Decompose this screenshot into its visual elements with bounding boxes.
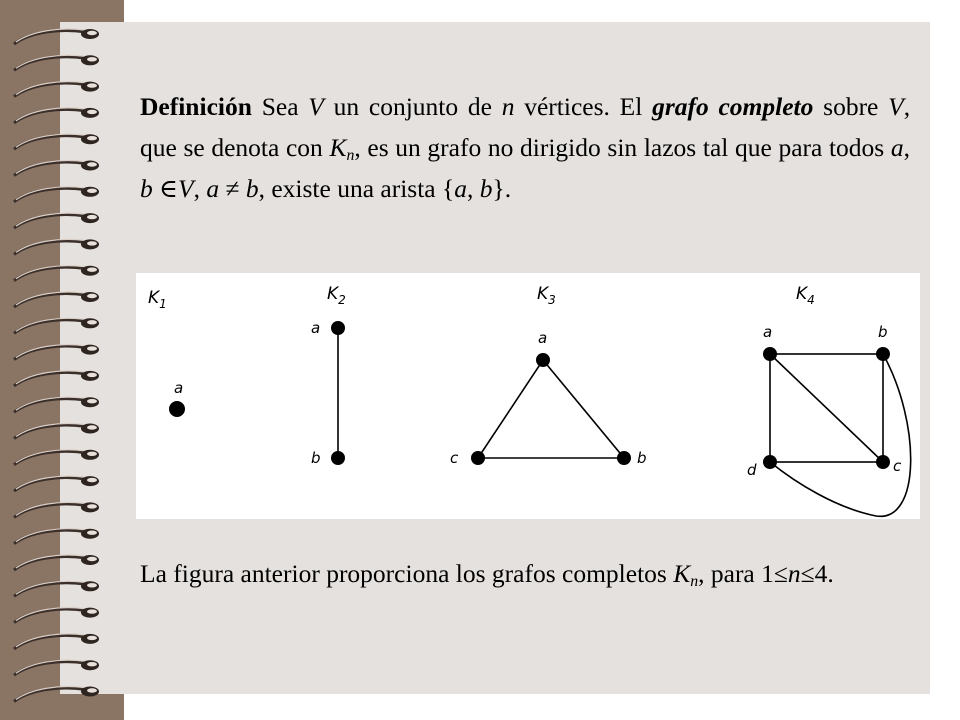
spiral-coil [14,660,99,675]
vertex [331,451,345,465]
spiral-coil [14,608,99,623]
spiral-coil [14,55,99,70]
spiral-coil [14,450,99,465]
edges [478,360,624,458]
definition-paragraph: Definición Sea V un conjunto de n vértices. El grafo completo sobre V, que se denota con $K_n$, es un grafo no dirigido sin lazos tal que para todos a, b ∈V, a ≠ b, existe una arista {a, b}. [140,92,911,203]
vertex-label: c [893,457,902,475]
spiral-coil [14,82,99,97]
spiral-coil [14,555,99,570]
spiral-coil [14,345,99,360]
defined-term: grafo completo [652,92,814,121]
spiral-coil [14,161,99,176]
complete-graphs-figure [136,273,920,519]
graph-k3 [450,284,647,467]
spiral-coil [14,187,99,202]
graph-title: $K_3$ [537,284,556,307]
spiral-coil [14,424,99,439]
spiral-coil [14,687,99,702]
spiral-coil [14,213,99,228]
vertex-label: c [450,449,459,467]
spiral-coil [14,634,99,649]
vertex-label: a [538,329,548,347]
graphs-svg [136,273,920,519]
vertex-label: b [311,449,321,467]
graph-title: $K_2$ [327,284,346,307]
edge-bd [770,354,911,516]
vertex [617,451,631,465]
graph-k2 [311,284,346,467]
graph-k1 [148,288,185,417]
spiral-coil [14,397,99,412]
edge-ac [770,354,883,462]
vertex-label: b [637,449,647,467]
vertex [763,347,777,361]
spiral-coil [14,476,99,491]
vertex [471,451,485,465]
vertex-label: a [174,379,184,397]
graph-title: $K_1$ [148,288,167,311]
vertex [331,321,345,335]
spiral-coil [14,318,99,333]
spiral-coil [14,29,99,44]
vertex [536,353,550,367]
vertex-label: a [311,319,321,337]
vertex-label: d [747,461,757,479]
vertex-label: a [763,323,773,341]
vertex [763,455,777,469]
spiral-coil [14,502,99,517]
spiral-coil [14,529,99,544]
spiral-binding [0,0,124,720]
spiral-coil [14,266,99,281]
vertex [876,347,890,361]
graph-k4 [747,284,911,516]
vertex [876,455,890,469]
spiral-coil [14,108,99,123]
graph-title: $K_4$ [796,284,815,307]
figure-caption: La figura anterior proporciona los grafos completos $K_n$, para 1≤n≤4. [140,559,834,590]
spiral-coil [14,371,99,386]
definition-term: Definición [140,92,252,121]
spiral-coil [14,134,99,149]
spiral-coil [14,239,99,254]
spiral-coil [14,581,99,596]
vertex [169,401,185,417]
spiral-coil [14,292,99,307]
vertex-label: b [878,323,888,341]
